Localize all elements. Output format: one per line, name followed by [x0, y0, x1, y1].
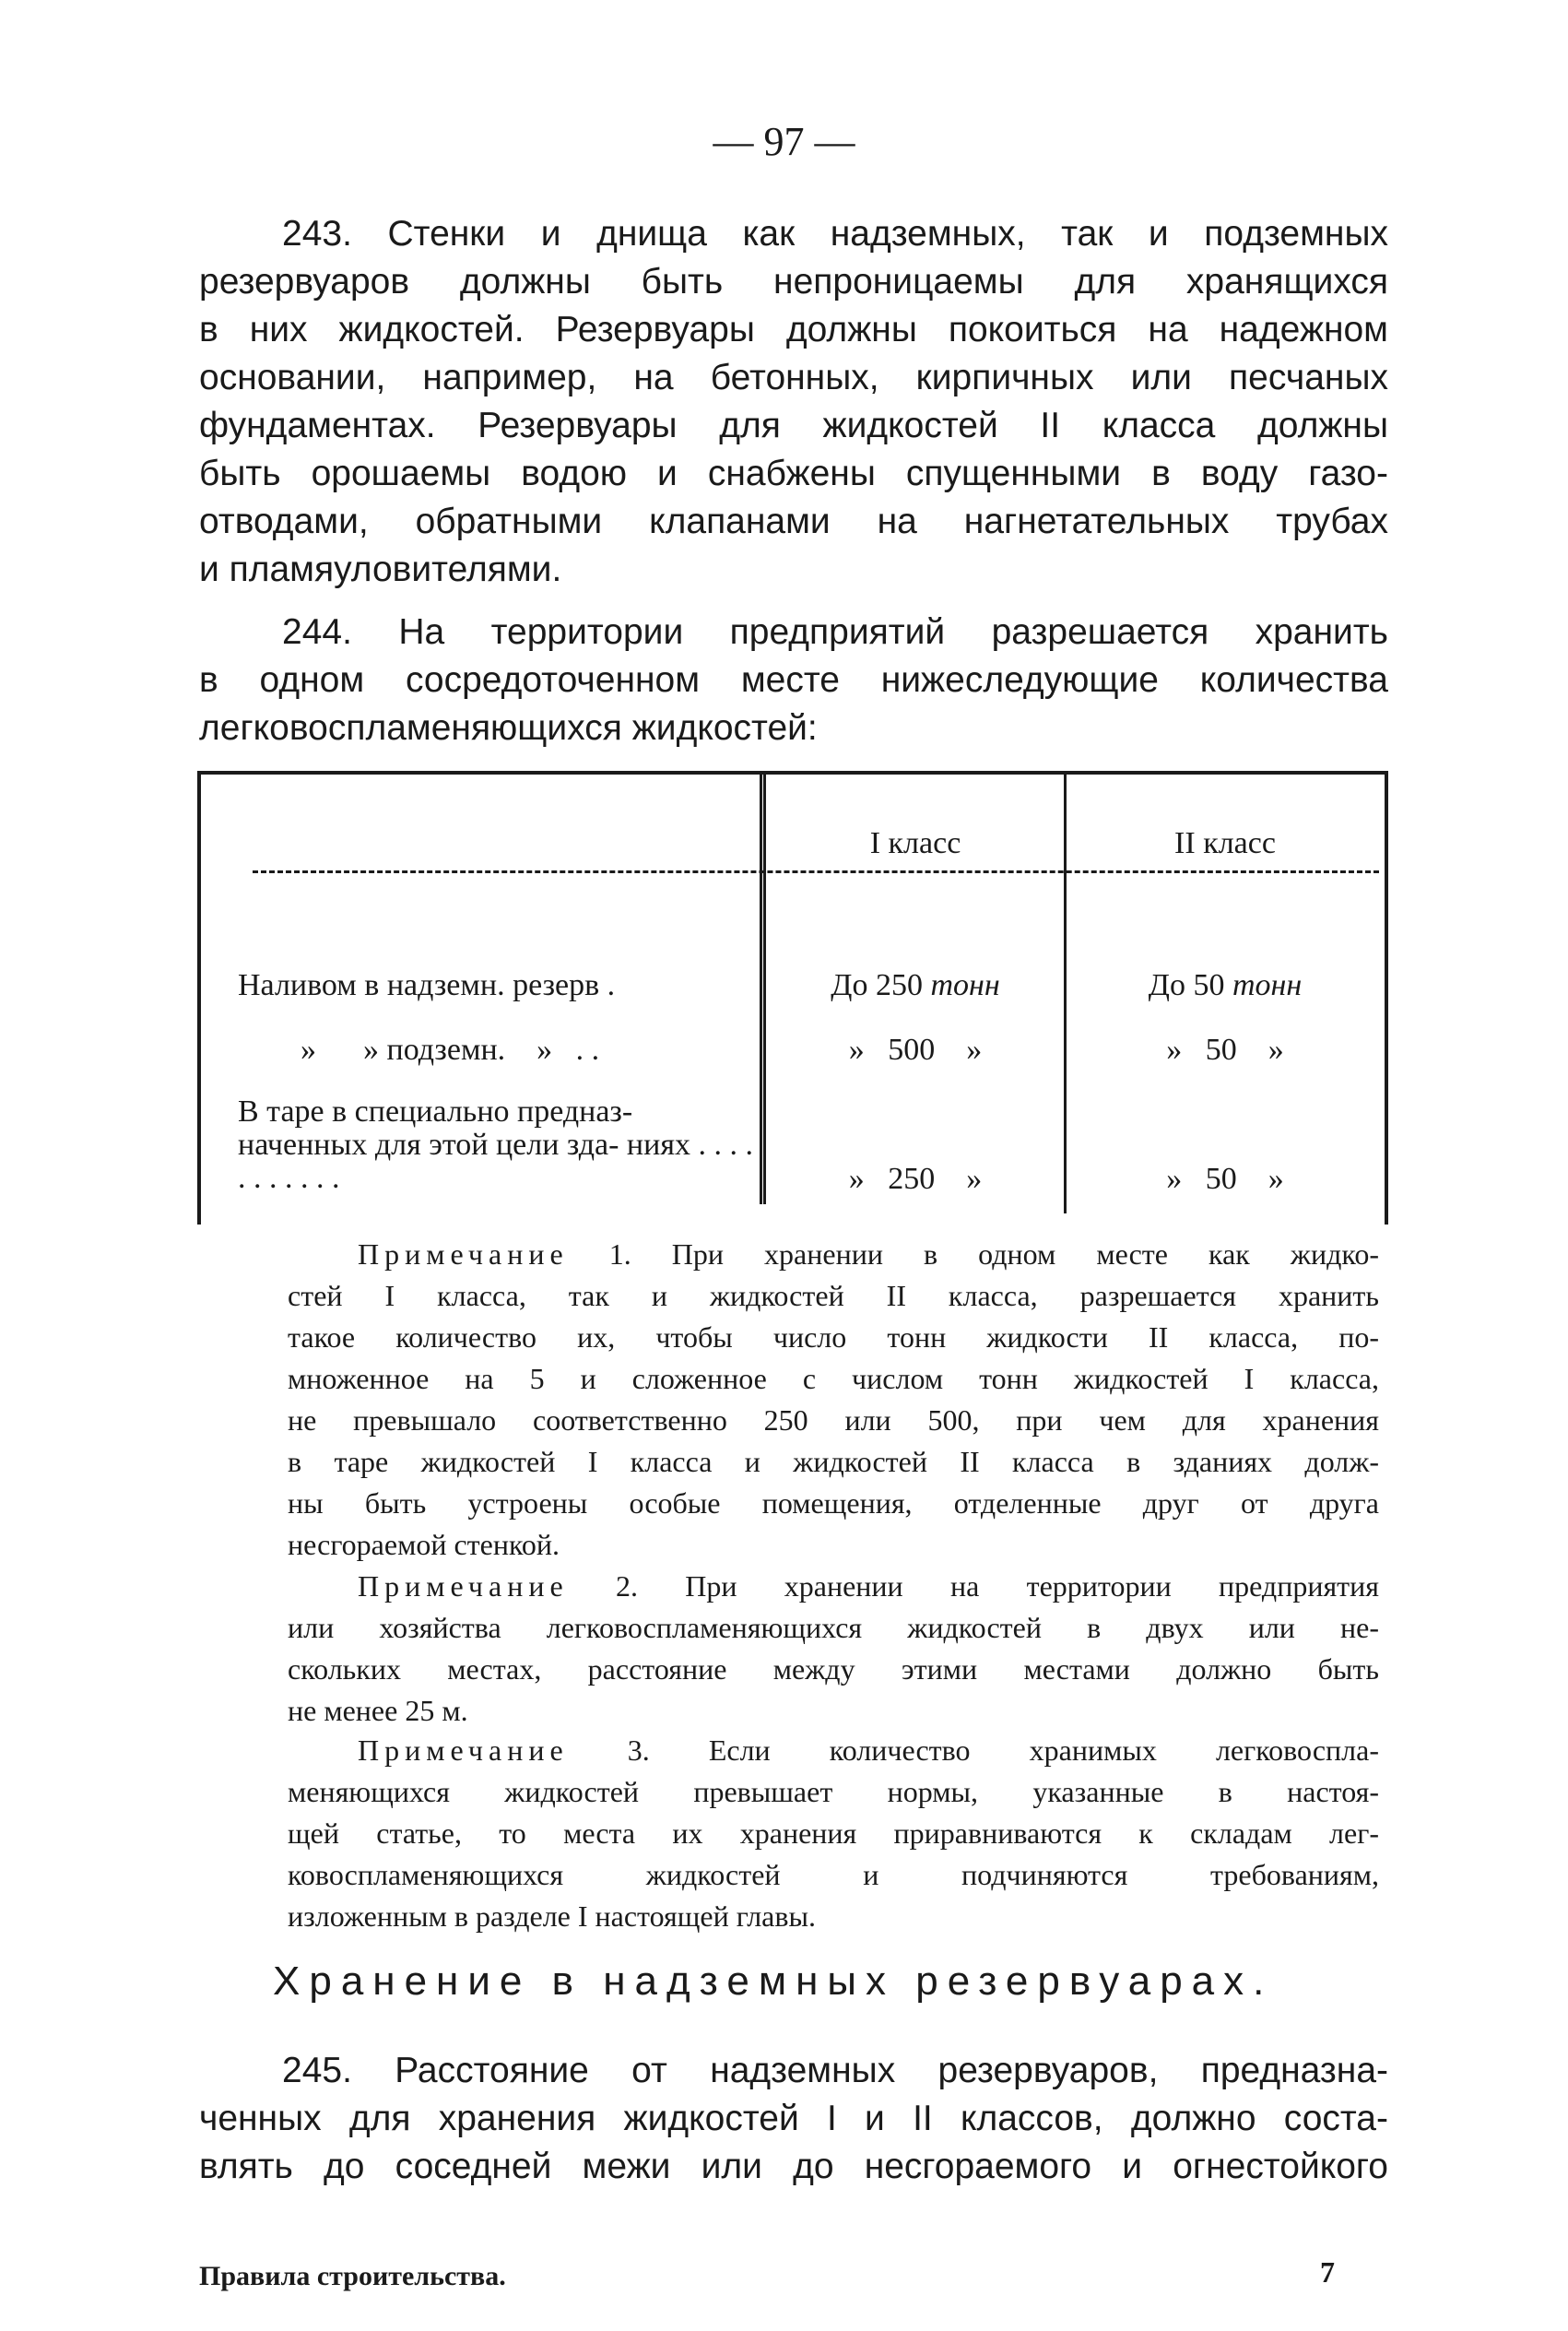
- paragraph-245: [199, 2047, 1388, 2191]
- text-line: множенное на 5 и сложенное с числом тонн жидкостей I класса,: [288, 1362, 1379, 1395]
- footer-book-title: Правила строительства.: [199, 2261, 506, 2291]
- note-3: [288, 1730, 1379, 1937]
- row-value-class-2: [1069, 968, 1381, 1003]
- row-value-class-1: » 250 »: [848, 1162, 983, 1196]
- row-value-class-1: [769, 968, 1062, 1003]
- text-line: стей I класса, так и жидкостей II класса, разрешается хранить: [288, 1279, 1379, 1312]
- text-line: в них жидкостей. Резервуары должны покоиться на надежном: [199, 310, 1388, 349]
- table-right-border: [1385, 771, 1388, 1225]
- text-line: легковоспламеняющихся жидкостей:: [199, 708, 818, 748]
- row-label: » » подземн. » . .: [301, 1033, 600, 1067]
- note-text: 1. При хранении в одном месте как жидко-: [568, 1237, 1379, 1271]
- value-number: 250: [875, 968, 923, 1002]
- page-number: — 97 —: [713, 119, 855, 164]
- text-line: не превышало соответственно 250 или 500, при чем для хранения: [288, 1403, 1379, 1437]
- text-line: 245. Расстояние от надземных резервуаров, предназна-: [282, 2051, 1388, 2090]
- text-line: фундаментах. Резервуары для жидкостей II класса должны: [199, 406, 1388, 445]
- text-line: резервуаров должны быть непроницаемы для хранящихся: [199, 262, 1388, 302]
- table-column-divider: [1064, 771, 1067, 1213]
- text-line: скольких местах, расстояние между этими местами должно быть: [288, 1652, 1379, 1686]
- text-line: ковоспламеняющихся жидкостей и подчиняются требованиям,: [288, 1858, 1379, 1891]
- paragraph-244: [199, 609, 1388, 752]
- text-line: [288, 1730, 1379, 1771]
- note-text: 2. При хранении на территории предприятия: [568, 1569, 1379, 1603]
- header-separator: [253, 870, 1379, 873]
- row-label: В таре в специально предназ- наченных для этой цели зда- ниях . . . . . . . . . . .: [238, 1095, 753, 1195]
- text-line: ны быть устроены особые помещения, отделенные друг от друга: [288, 1486, 1379, 1520]
- text-line: или хозяйства легковоспламеняющихся жидкостей в двух или не-: [288, 1611, 1379, 1644]
- paragraph-243: [199, 210, 1388, 594]
- table-column-divider: [763, 771, 766, 1204]
- text-line: в одном сосредоточенном месте нижеследующие количества: [199, 660, 1388, 700]
- text-line: основании, например, на бетонных, кирпичных или песчаных: [199, 358, 1388, 397]
- text-line: 243. Стенки и днища как надземных, так и подземных: [282, 214, 1388, 254]
- header-class-1: I класс: [869, 826, 961, 860]
- note-heading: Примечание: [358, 1733, 569, 1767]
- note-text: 3. Если количество хранимых легковоспла-: [568, 1733, 1379, 1767]
- row-value-class-2: » 50 »: [1166, 1033, 1284, 1067]
- text-line: 244. На территории предприятий разрешается хранить: [282, 612, 1388, 652]
- row-value-class-2: » 50 »: [1166, 1162, 1284, 1196]
- value-number: 50: [1193, 968, 1225, 1002]
- text-line: ченных для хранения жидкостей I и II классов, должно соста-: [199, 2099, 1388, 2138]
- text-line: изложенным в разделе I настоящей главы.: [288, 1899, 816, 1933]
- note-2: [288, 1566, 1379, 1732]
- text-line: [288, 1234, 1379, 1275]
- table-top-rule: [197, 771, 1388, 775]
- table-column-divider: [760, 771, 762, 1204]
- row-label: Наливом в надземн. резерв .: [238, 968, 616, 1002]
- note-heading: Примечание: [358, 1569, 569, 1603]
- note-1: [288, 1234, 1379, 1566]
- text-line: щей статье, то места их хранения приравниваются к складам лег-: [288, 1816, 1379, 1850]
- text-line: отводами, обратными клапанами на нагнетательных трубах: [199, 502, 1388, 541]
- text-line: в таре жидкостей I класса и жидкостей II класса в зданиях долж-: [288, 1445, 1379, 1478]
- note-heading: Примечание: [358, 1237, 569, 1271]
- text-line: такое количество их, чтобы число тонн жидкости II класса, по-: [288, 1320, 1379, 1354]
- value-unit: тонн: [930, 968, 1000, 1002]
- value-prefix: До: [831, 968, 868, 1002]
- table-left-border: [197, 771, 201, 1225]
- section-heading: Хранение в надземных резервуарах.: [273, 1958, 1274, 2004]
- header-class-2: II класс: [1174, 826, 1276, 860]
- footer-signature-mark: 7: [1320, 2255, 1335, 2289]
- text-line: [288, 1566, 1379, 1607]
- text-line: и пламяуловителями.: [199, 550, 562, 589]
- storage-table: [197, 771, 1388, 1225]
- text-line: несгораемой стенкой.: [288, 1528, 560, 1561]
- text-line: меняющихся жидкостей превышает нормы, указанные в настоя-: [288, 1775, 1379, 1808]
- row-value-class-1: » 500 »: [848, 1033, 983, 1067]
- text-line: не менее 25 м.: [288, 1694, 468, 1727]
- text-line: быть орошаемы водою и снабжены спущенными в воду газо-: [199, 454, 1388, 493]
- value-unit: тонн: [1232, 968, 1303, 1002]
- value-prefix: До: [1148, 968, 1185, 1002]
- text-line: влять до соседней межи или до несгораемого и огнестойкого: [199, 2147, 1388, 2186]
